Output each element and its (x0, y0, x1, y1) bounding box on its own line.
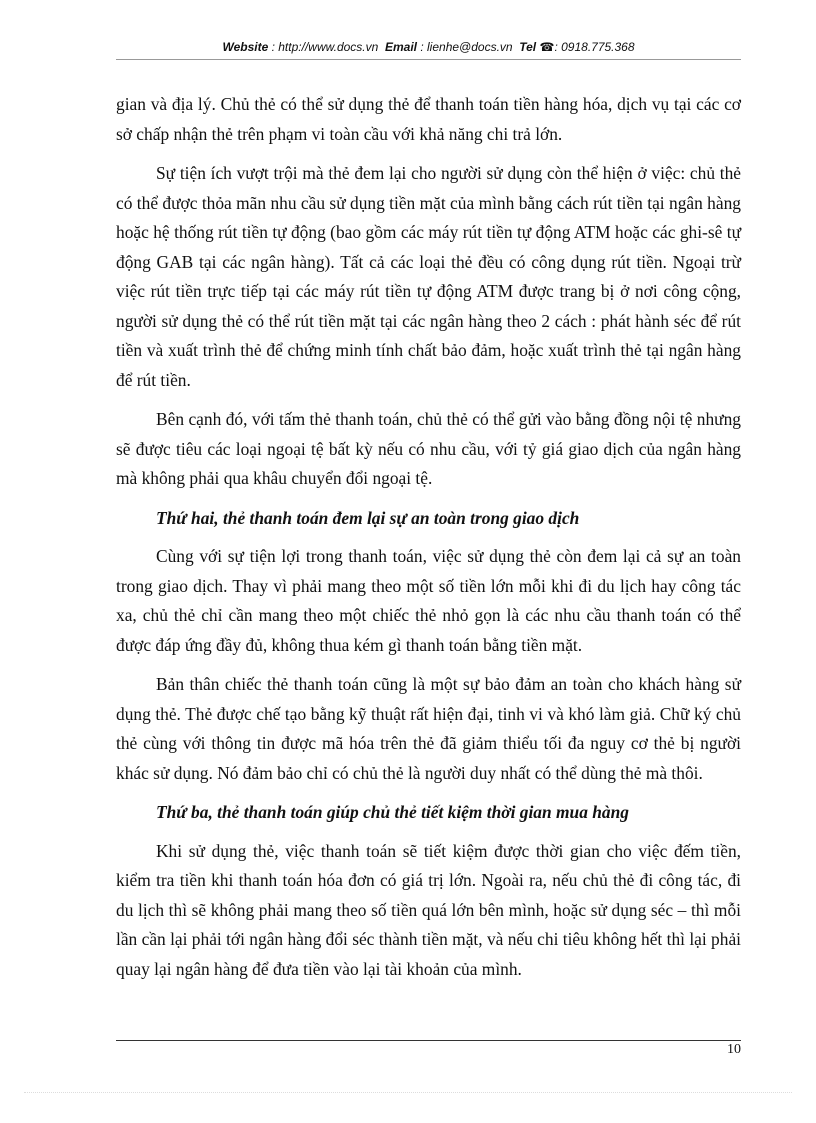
section-heading-time-saving: Thứ ba, thẻ thanh toán giúp chủ thẻ tiết kiệm thời gian mua hàng (156, 802, 629, 822)
email-value: : lienhe@docs.vn (420, 40, 513, 54)
telephone-icon: ☎ (539, 40, 555, 54)
document-body (116, 90, 741, 994)
page-edge-border (24, 1092, 792, 1093)
paragraph-foreign-currency: Bên cạnh đó, với tấm thẻ thanh toán, chủ thẻ có thể gửi vào bằng đồng nội tệ nhưng sẽ được tiêu các loại ngoại tệ bất kỳ nếu có nhu cầu, với tỷ giá giao dịch của ngân hàng mà không phải qua khâu chuyển đổi ngoại tệ. (116, 409, 741, 488)
tel-label: Tel (519, 40, 537, 54)
website-value: : http://www.docs.vn (271, 40, 379, 54)
header-divider (116, 59, 741, 60)
paragraph-safety-convenience: Cùng với sự tiện lợi trong thanh toán, việc sử dụng thẻ còn đem lại cả sự an toàn trong giao dịch. Thay vì phải mang theo một số tiền lớn mỗi khi đi du lịch hay công tác xa, chủ thẻ chỉ cần mang theo một chiếc thẻ nhỏ gọn là các nhu cầu thanh toán có thể được đáp ứng đầy đủ, không thua kém gì thanh toán bằng tiền mặt. (116, 546, 741, 655)
page-number: 10 (727, 1042, 741, 1057)
paragraph-cash-withdrawal: Sự tiện ích vượt trội mà thẻ đem lại cho người sử dụng còn thể hiện ở việc: chủ thẻ có thể được thỏa mãn nhu cầu sử dụng tiền mặt của mình bằng cách rút tiền tại ngân hàng hoặc hệ thống rút tiền tự động (bao gồm các máy rút tiền tự động ATM hoặc các ghi-sê tự động GAB tại các ngân hàng). Tất cả các loại thẻ đều có công dụng rút tiền. Ngoại trừ việc rút tiền trực tiếp tại các máy rút tiền tự động ATM được trang bị ở nơi công cộng, người sử dụng thẻ có thể rút tiền mặt tại các ngân hàng theo 2 cách : phát hành séc để rút tiền và xuất trình thẻ để chứng minh tính chất bảo đảm, hoặc xuất trình thẻ tại ngân hàng để rút tiền. (116, 163, 741, 390)
section-heading-safety: Thứ hai, thẻ thanh toán đem lại sự an toàn trong giao dịch (156, 507, 580, 528)
paragraph-continuation: gian và địa lý. Chủ thẻ có thể sử dụng thẻ để thanh toán tiền hàng hóa, dịch vụ tại các cơ sở chấp nhận thẻ trên phạm vi toàn cầu với khả năng chi trả lớn. (116, 94, 741, 144)
footer-divider (116, 1040, 741, 1041)
website-label: Website (222, 40, 269, 54)
tel-value: : 0918.775.368 (554, 40, 635, 54)
page-header (116, 40, 741, 54)
paragraph-card-security: Bản thân chiếc thẻ thanh toán cũng là một sự bảo đảm an toàn cho khách hàng sử dụng thẻ. Thẻ được chế tạo bằng kỹ thuật rất hiện đại, tinh vi và khó làm giả. Chữ ký chủ thẻ cùng với thông tin được mã hóa trên thẻ đã giảm thiểu tối đa nguy cơ thẻ bị người khác sử dụng. Nó đảm bảo chỉ có chủ thẻ là người duy nhất có thể dùng thẻ mà thôi. (116, 674, 741, 783)
paragraph-time-saving: Khi sử dụng thẻ, việc thanh toán sẽ tiết kiệm được thời gian cho việc đếm tiền, kiểm tra tiền khi thanh toán hóa đơn có giá trị lớn. Ngoài ra, nếu chủ thẻ đi công tác, đi du lịch thì sẽ không phải mang theo số tiền quá lớn bên mình, hoặc sử dụng séc – thì mỗi lần cần lại phải tới ngân hàng đổi séc thành tiền mặt, và nếu chi tiêu không hết thì lại phải quay lại ngân hàng để đưa tiền vào lại tài khoản của mình. (116, 840, 741, 979)
email-label: Email (384, 40, 417, 54)
